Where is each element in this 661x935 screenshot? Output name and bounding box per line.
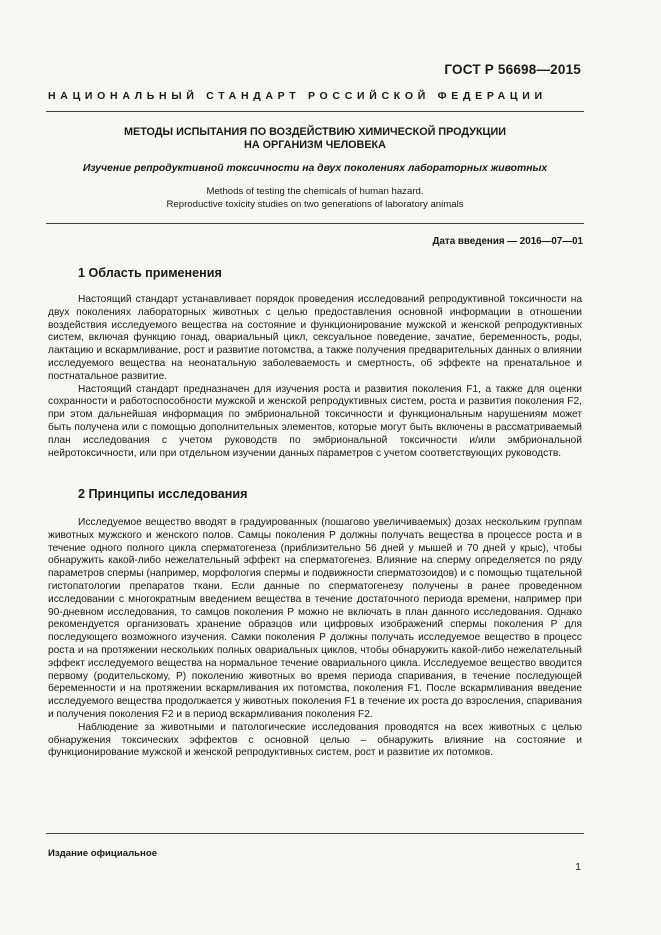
english-title [46,186,584,211]
bottom-divider [46,833,584,834]
section-2-heading: 2 Принципы исследования [78,487,248,501]
section-1-paragraph-2: Настоящий стандарт предназначен для изучения роста и развития поколения F1, а также для оценки сохранности и работоспособности мужской и женской репродуктивных систем, роста и развития поколения F2, при этом дальнейшая информация по эмбриональной токсичности и функциональным нарушениям может быть получена или с помощью дополнительных элементов, которые могут быть включены в рассматриваемый план исследования с учетом руководств по эмбриональной токсичности и/или эмбриональной нейротоксичности, или при отдельном изучении данных параметров с учетом соответствующих руководств. [48,383,582,459]
section-2-paragraph-1: Исследуемое вещество вводят в градуированных (пошагово увеличиваемых) дозах нескольким группам животных мужского и женского полов. Самцы поколения Р должны получать вещества в процессе роста и в течение одного полного цикла сперматогенеза (приблизительно 56 дней у мышей и 70 дней у крыс), чтобы обнаружить какой-либо нежелательный эффект на сперматогенез. Влияние на сперму определяется по ряду параметров спермы (например, морфология спермы и подвижности сперматозоидов) и с помощью тщательной гистопатологии препаратов ткани. Если данные по сперматогенезу получены в ранее проведенном исследовании с многократным введением вещества в течение достаточного периода времени, например при 90-дневном исследования, то самцов поколения Р можно не включать в план данного исследования. Однако рекомендуется организовать хранение образцов или цифровых изображений спермы поколения Р для последующего возможного изучения. Самки поколения Р должны получать исследуемое вещество в процесс роста и на протяжении нескольких полных овариальных циклов, чтобы обнаружить какой-либо нежелательный эффект исследуемого вещества на нормальное течение овариального цикла. Исследуемое вещество вводится первому (родительскому, Р) поколению животных во время периода спаривания, в течение последующей беременности и на протяжении вскармливания их потомства, поколения F1. После вскармливания введение исследуемого вещества продолжается у животных поколения F1 в течение их роста до взросления, спаривания и получения поколения F2 и в период вскармливания поколения F2. [48,517,582,720]
section-1-paragraph-1: Настоящий стандарт устанавливает порядок проведения исследований репродуктивной токсичности на двух поколениях лабораторных животных с целью предоставления основной информации в отношении воздействия исследуемого вещества на состояние и функционирование мужской и женской репродуктивных систем, включая функцию гонад, овариальный цикл, сексуальное поведение, зачатие, беременность, роды, лактацию и вскармливание, рост и развитие потомства, а также получения предварительных данных о влиянии исследуемого вещества на неонатальную заболеваемость и смертность, об эффекте на пренатальное и постнатальное развитие. [48,294,582,382]
page-number: 1 [575,861,581,873]
official-edition-label: Издание официальное [48,848,158,859]
title-line-1: МЕТОДЫ ИСПЫТАНИЯ ПО ВОЗДЕЙСТВИЮ ХИМИЧЕСКОЙ ПРОДУКЦИИ [124,126,506,138]
english-title-line-2: Reproductive toxicity studies on two generations of laboratory animals [166,198,464,210]
top-divider [46,111,584,112]
title-line-2: НА ОРГАНИЗМ ЧЕЛОВЕКА [244,139,386,151]
document-subtitle: Изучение репродуктивной токсичности на двух поколениях лабораторных животных [82,163,548,174]
english-title-line-1: Methods of testing the chemicals of human hazard. [206,186,424,197]
section-1-heading: 1 Область применения [78,266,222,280]
introduction-date: Дата введения — 2016—07—01 [432,236,583,247]
standard-number: ГОСТ Р 56698—2015 [444,62,581,77]
section-1-body [48,294,582,460]
section-2-body [48,517,582,760]
document-title [46,126,584,152]
middle-divider [46,223,584,224]
national-standard-banner: НАЦИОНАЛЬНЫЙ СТАНДАРТ РОССИЙСКОЙ ФЕДЕРАЦИИ [48,90,547,102]
section-2-paragraph-2: Наблюдение за животными и патологические исследования проводятся на всех животных с целью обнаружения токсических эффектов с основной целью – обнаружить влияние на состояние и функционирование мужской и женской репродуктивных систем, рост и развитие их потомков. [48,721,582,759]
